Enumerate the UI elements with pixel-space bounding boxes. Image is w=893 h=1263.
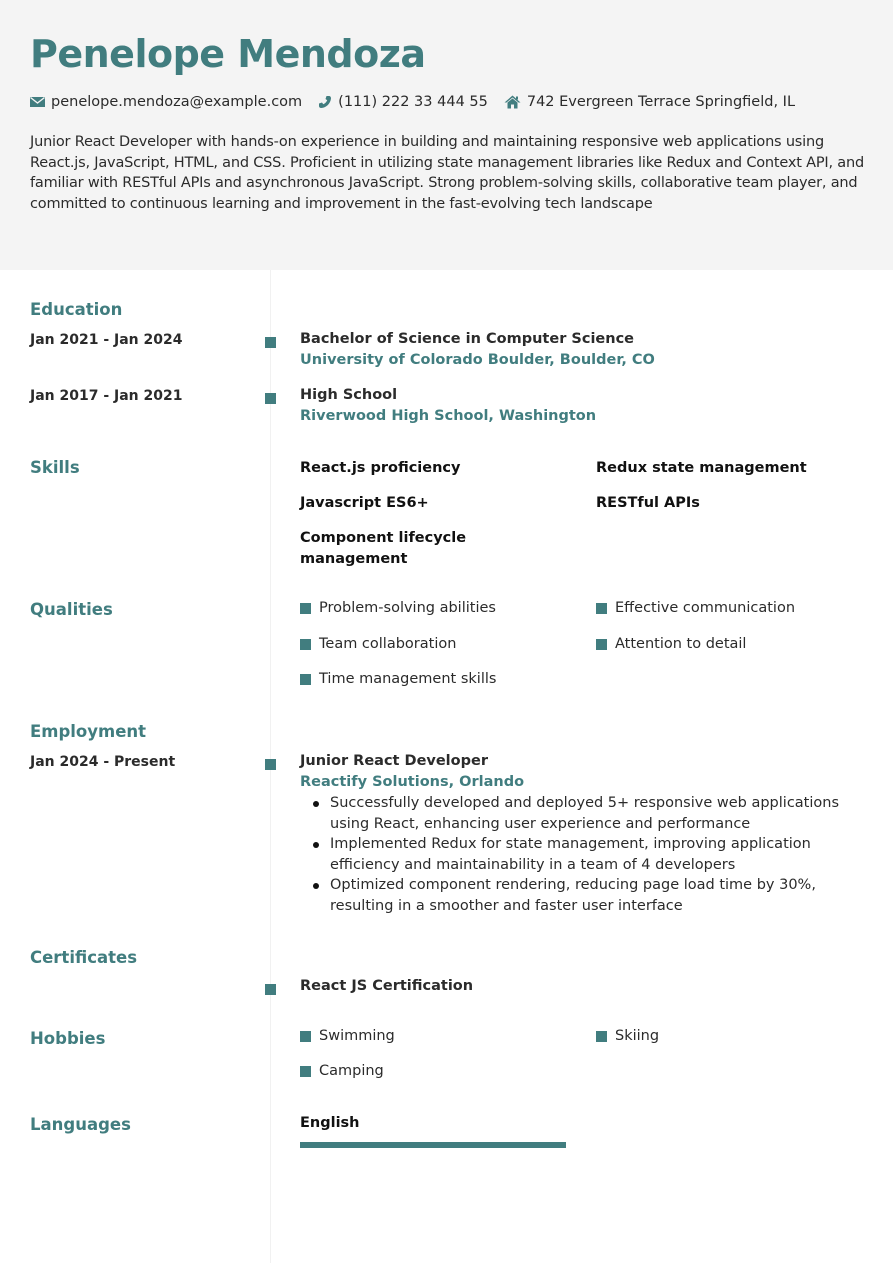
job-duties-list (330, 793, 870, 917)
resume-header (0, 0, 893, 270)
section-title-education: Education (30, 300, 123, 319)
phone-text[interactable]: (111) 222 33 444 55 (338, 94, 488, 110)
hobby-label: Camping (319, 1063, 384, 1079)
quality-item (596, 600, 795, 616)
hobby-item (300, 1063, 384, 1079)
square-bullet-icon (300, 1031, 311, 1042)
square-bullet-icon (596, 1031, 607, 1042)
quality-item (300, 671, 496, 687)
quality-label: Effective communication (615, 600, 796, 616)
section-title-languages: Languages (30, 1115, 131, 1134)
candidate-name: Penelope Mendoza (30, 32, 426, 76)
square-bullet-icon (300, 603, 311, 614)
education-degree: High School (300, 387, 398, 403)
contact-phone (318, 94, 488, 110)
profile-summary: Junior React Developer with hands-on experience in building and maintaining responsive web applications using React.js, JavaScript, HTML, and CSS. Proficient in utilizing state management libraries like Redux and Context API, and familiar with RESTful APIs and asynchronous JavaScript. Strong problem-solving skills, collaborative team player, and committed to continuous learning and improvement in the fast-evolving tech landscape (30, 134, 864, 213)
education-date: Jan 2021 - Jan 2024 (30, 332, 183, 348)
envelope-icon (30, 96, 45, 108)
quality-item (300, 600, 496, 616)
skill-item: Javascript ES6+ (300, 495, 429, 511)
language-level-fill (300, 1142, 566, 1148)
skill-item: React.js proficiency (300, 460, 461, 476)
quality-item (596, 636, 746, 652)
skill-item: RESTful APIs (596, 495, 700, 511)
skill-item: Component lifecycle management (300, 530, 467, 567)
language-level-bar (300, 1142, 566, 1148)
contact-email (30, 94, 302, 110)
hobby-label: Swimming (319, 1028, 395, 1044)
address-text: 742 Evergreen Terrace Springfield, IL (526, 94, 796, 110)
section-title-hobbies: Hobbies (30, 1029, 106, 1048)
section-title-employment: Employment (30, 722, 147, 741)
hobby-item (300, 1028, 395, 1044)
duty-item: Successfully developed and deployed 5+ responsive web applications using React, enhancing user experience and performance (330, 793, 870, 834)
hobby-item (596, 1028, 659, 1044)
timeline-marker (265, 984, 276, 995)
job-company: Reactify Solutions, Orlando (300, 774, 525, 790)
square-bullet-icon (596, 603, 607, 614)
contact-address (504, 94, 795, 110)
square-bullet-icon (300, 674, 311, 685)
timeline-marker (265, 337, 276, 348)
quality-item (300, 636, 456, 652)
education-school: University of Colorado Boulder, Boulder, CO (300, 352, 655, 368)
education-degree: Bachelor of Science in Computer Science (300, 331, 634, 347)
square-bullet-icon (300, 1066, 311, 1077)
education-school: Riverwood High School, Washington (300, 408, 597, 424)
job-position: Junior React Developer (300, 753, 488, 769)
certificate-name: React JS Certification (300, 978, 474, 994)
contact-row (30, 94, 863, 110)
phone-icon (318, 95, 332, 109)
quality-label: Attention to detail (615, 636, 747, 652)
email-text[interactable]: penelope.mendoza@example.com (51, 94, 303, 110)
employment-date: Jan 2024 - Present (30, 754, 176, 770)
quality-label: Time management skills (319, 671, 497, 687)
square-bullet-icon (596, 639, 607, 650)
education-date: Jan 2017 - Jan 2021 (30, 388, 183, 404)
duty-item: Optimized component rendering, reducing page load time by 30%, resulting in a smoother and faster user interface (330, 875, 870, 916)
section-title-qualities: Qualities (30, 600, 113, 619)
timeline-marker (265, 393, 276, 404)
timeline-marker (265, 759, 276, 770)
section-title-certificates: Certificates (30, 948, 138, 967)
home-icon (504, 95, 521, 109)
skill-item: Redux state management (596, 460, 807, 476)
language-name: English (300, 1115, 360, 1131)
quality-label: Problem-solving abilities (319, 600, 496, 616)
section-title-skills: Skills (30, 458, 80, 477)
hobby-label: Skiing (615, 1028, 660, 1044)
square-bullet-icon (300, 639, 311, 650)
quality-label: Team collaboration (319, 636, 457, 652)
duty-item: Implemented Redux for state management, improving application efficiency and maintainability in a team of 4 developers (330, 834, 870, 875)
